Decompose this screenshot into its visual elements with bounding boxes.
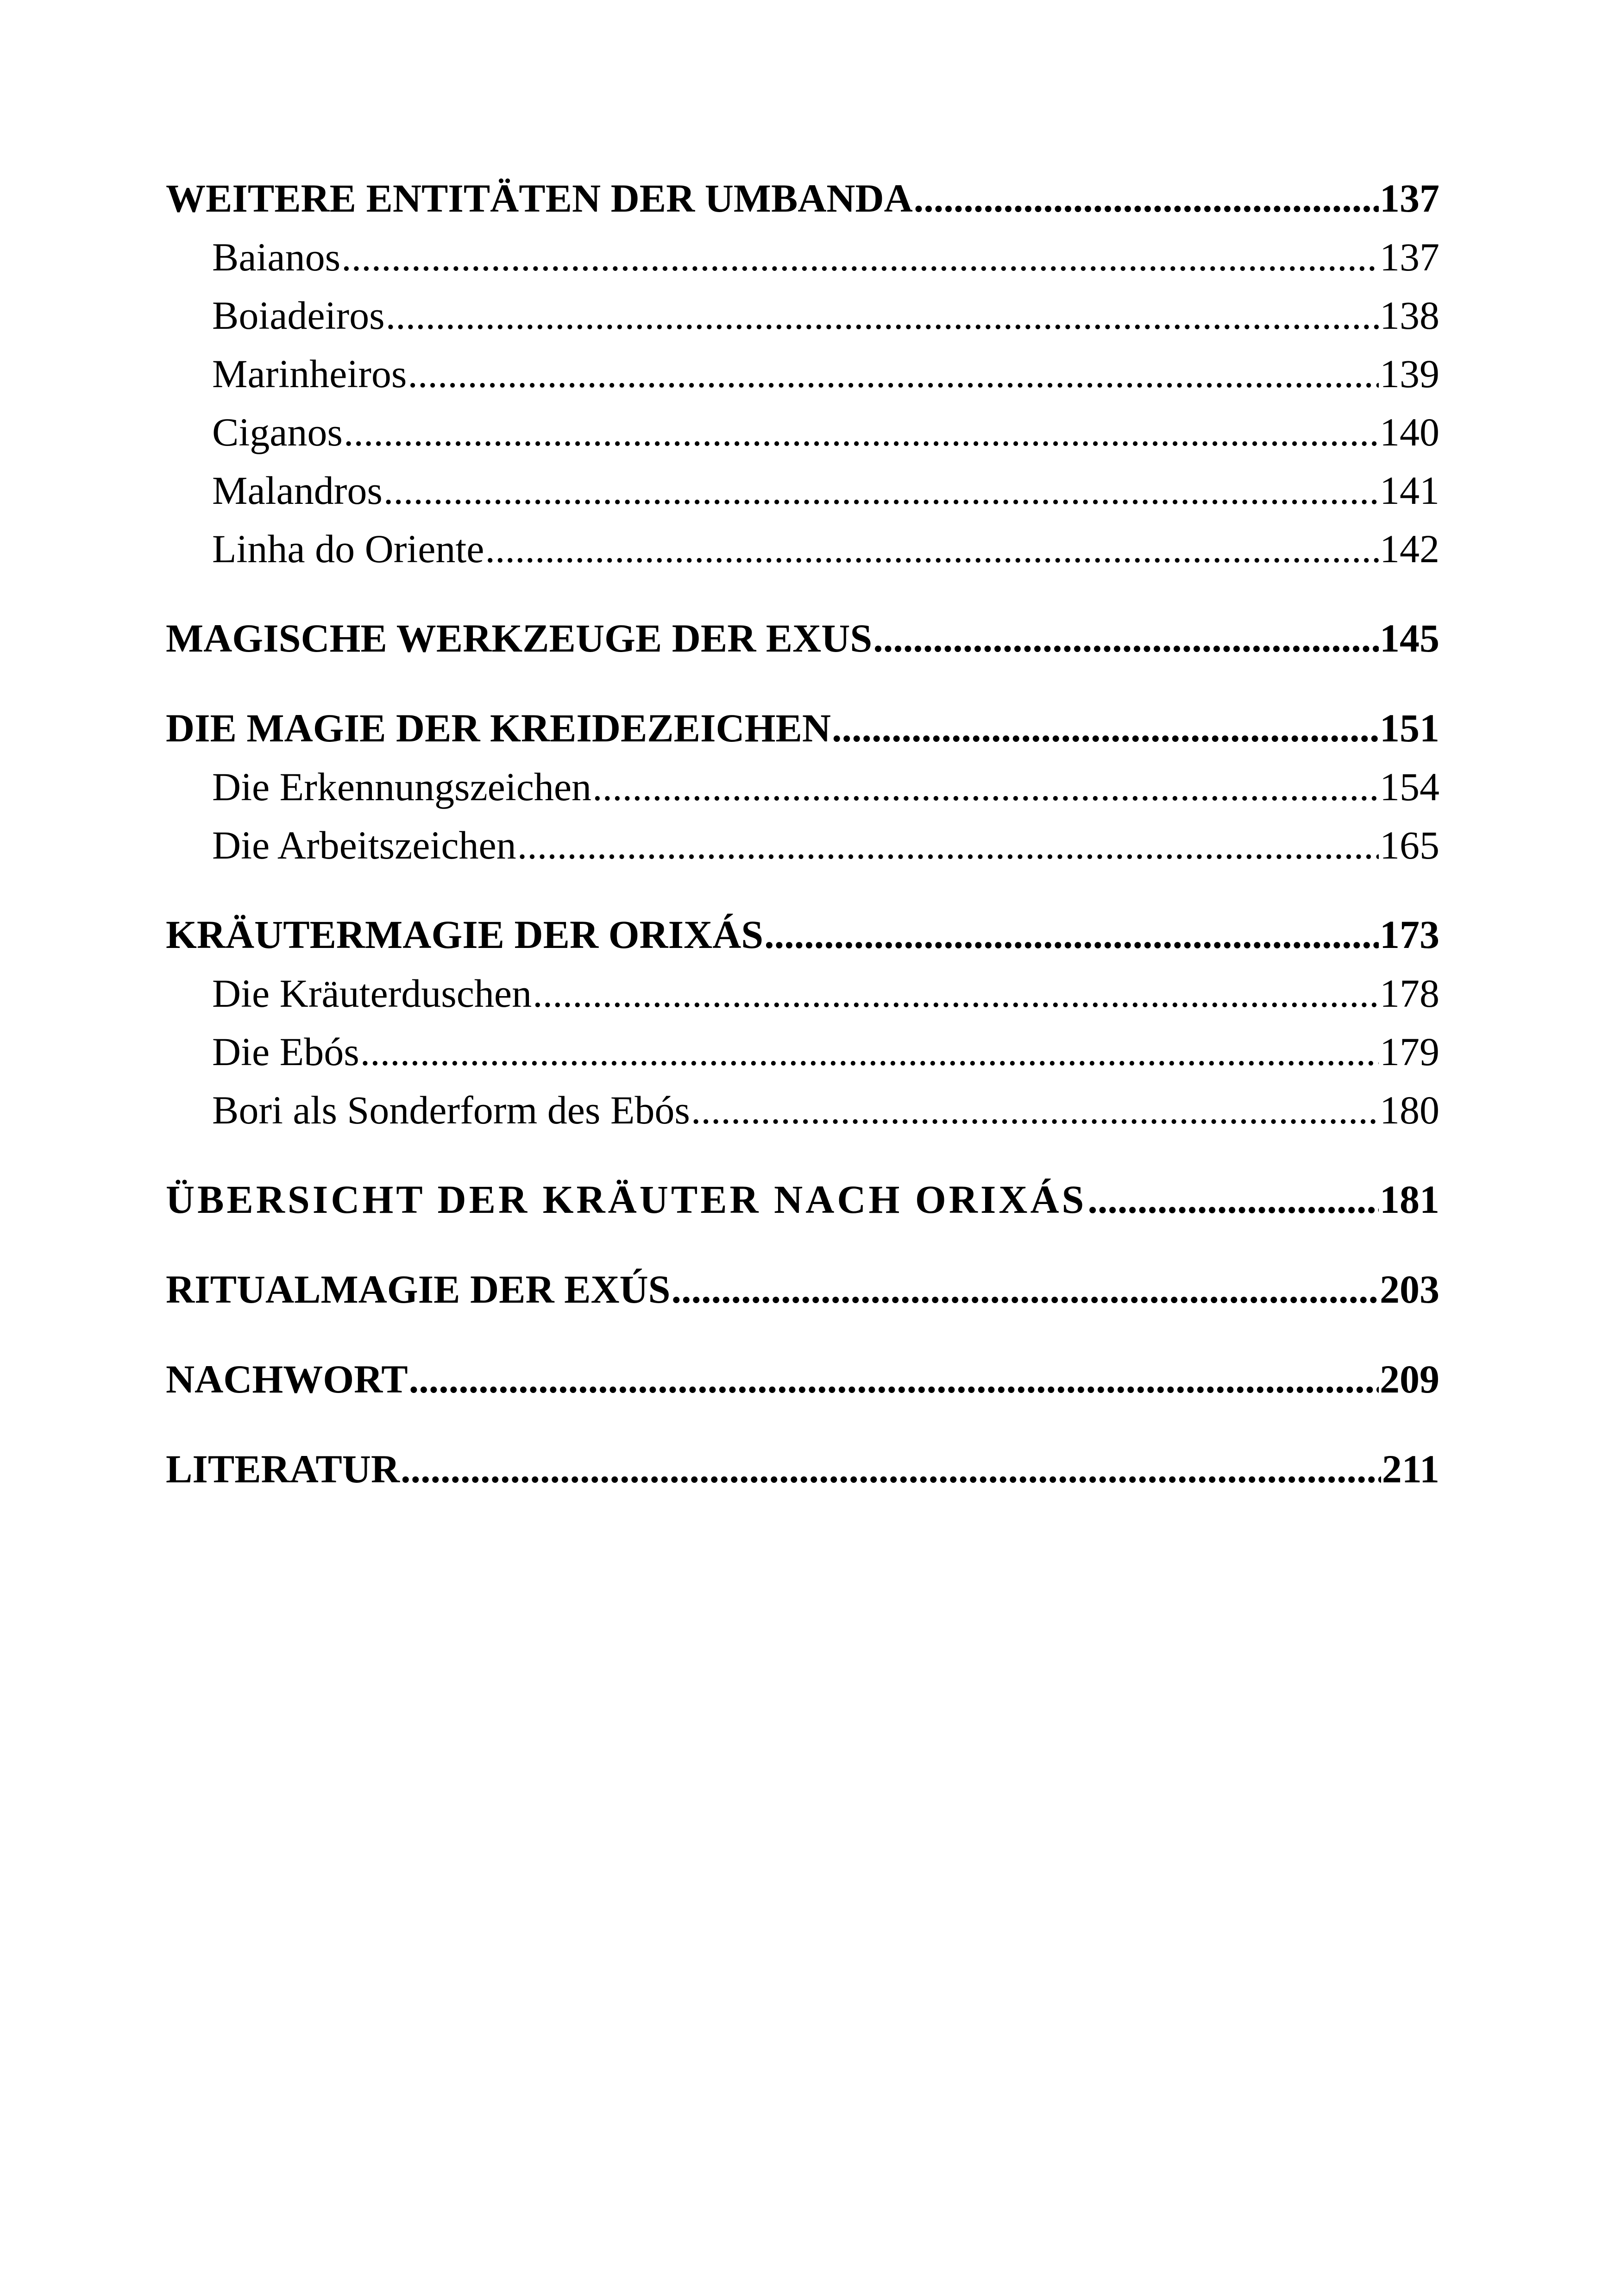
toc-page-number: 138	[1380, 293, 1439, 338]
dot-leader	[360, 1023, 1379, 1081]
dot-leader	[408, 345, 1379, 403]
toc-page-number: 145	[1380, 616, 1439, 660]
toc-page-number: 173	[1380, 912, 1439, 957]
dot-leader	[533, 964, 1379, 1023]
dot-leader	[914, 169, 1379, 228]
toc-section	[166, 905, 1439, 1139]
toc-subentry[interactable]	[166, 286, 1439, 345]
dot-leader	[383, 461, 1379, 520]
toc-page-number: 165	[1380, 823, 1439, 867]
toc-page-number: 139	[1380, 351, 1439, 396]
toc-section	[166, 1349, 1439, 1409]
toc-subentry-title: Die Erkennungszeichen	[212, 765, 592, 809]
toc-subentry[interactable]	[166, 403, 1439, 461]
toc-chapter-entry[interactable]	[166, 1260, 1439, 1319]
toc-chapter-title: MAGISCHE WERKZEUGE DER EXUS	[166, 616, 873, 660]
dot-leader	[592, 758, 1379, 816]
toc-subentry-title: Marinheiros	[212, 351, 407, 396]
toc-chapter-title: RITUALMAGIE DER EXÚS	[166, 1267, 671, 1311]
toc-chapter-title: LITERATUR	[166, 1447, 400, 1491]
toc-subentry[interactable]	[166, 1023, 1439, 1081]
toc-page-number: 179	[1380, 1029, 1439, 1074]
toc-page-number: 140	[1380, 410, 1439, 454]
toc-subentry-title: Ciganos	[212, 410, 343, 454]
toc-subentry[interactable]	[166, 1081, 1439, 1139]
toc-chapter-entry[interactable]	[166, 1349, 1439, 1409]
dot-leader	[672, 1260, 1379, 1319]
toc-chapter-entry[interactable]	[166, 1439, 1439, 1499]
toc-subentry[interactable]	[166, 520, 1439, 578]
toc-chapter-title: NACHWORT	[166, 1357, 408, 1401]
toc-section	[166, 1439, 1439, 1499]
toc-page-number: 211	[1382, 1447, 1439, 1491]
toc-chapter-entry[interactable]	[166, 609, 1439, 668]
toc-chapter-entry[interactable]	[166, 905, 1439, 964]
dot-leader	[485, 520, 1379, 578]
toc-subentry-title: Die Arbeitszeichen	[212, 823, 516, 867]
toc-page-number: 141	[1380, 468, 1439, 513]
dot-leader	[401, 1439, 1381, 1499]
toc-chapter-title: DIE MAGIE DER KREIDEZEICHEN	[166, 706, 831, 750]
toc-page-number: 154	[1380, 765, 1439, 809]
dot-leader	[341, 228, 1379, 286]
toc-subentry[interactable]	[166, 345, 1439, 403]
toc-subentry[interactable]	[166, 964, 1439, 1023]
toc-chapter-entry[interactable]	[166, 698, 1439, 758]
dot-leader	[386, 286, 1379, 345]
toc-section	[166, 1170, 1439, 1229]
toc-chapter-entry[interactable]	[166, 169, 1439, 228]
table-of-contents	[166, 169, 1439, 1529]
dot-leader	[832, 698, 1379, 758]
toc-page-number: 137	[1380, 235, 1439, 279]
toc-page-number: 181	[1380, 1177, 1439, 1222]
dot-leader	[409, 1349, 1379, 1409]
toc-subentry-title: Boiadeiros	[212, 293, 385, 338]
toc-subentry-title: Bori als Sonderform des Ebós	[212, 1088, 690, 1132]
toc-section	[166, 698, 1439, 874]
dot-leader	[1087, 1170, 1379, 1229]
toc-page-number: 180	[1380, 1088, 1439, 1132]
toc-subentry[interactable]	[166, 816, 1439, 874]
dot-leader	[873, 609, 1379, 668]
toc-page-number: 203	[1380, 1267, 1439, 1311]
toc-section	[166, 169, 1439, 578]
dot-leader	[764, 905, 1379, 964]
dot-leader	[344, 403, 1379, 461]
toc-page-number: 209	[1380, 1357, 1439, 1401]
toc-page-number: 178	[1380, 971, 1439, 1016]
toc-section	[166, 1260, 1439, 1319]
toc-subentry[interactable]	[166, 758, 1439, 816]
toc-subentry[interactable]	[166, 228, 1439, 286]
toc-subentry-title: Die Kräuterduschen	[212, 971, 532, 1016]
toc-subentry-title: Baianos	[212, 235, 341, 279]
dot-leader	[517, 816, 1379, 874]
toc-subentry-title: Die Ebós	[212, 1029, 359, 1074]
toc-chapter-entry[interactable]	[166, 1170, 1439, 1229]
toc-chapter-title: ÜBERSICHT DER KRÄUTER NACH ORIXÁS	[166, 1177, 1087, 1222]
toc-page-number: 142	[1380, 527, 1439, 571]
toc-page-number: 151	[1380, 706, 1439, 750]
toc-chapter-title: WEITERE ENTITÄTEN DER UMBANDA	[166, 176, 913, 220]
toc-section	[166, 609, 1439, 668]
toc-page-number: 137	[1380, 176, 1439, 220]
toc-subentry-title: Linha do Oriente	[212, 527, 484, 571]
toc-subentry-title: Malandros	[212, 468, 383, 513]
dot-leader	[691, 1081, 1379, 1139]
toc-chapter-title: KRÄUTERMAGIE DER ORIXÁS	[166, 912, 764, 957]
toc-subentry[interactable]	[166, 461, 1439, 520]
